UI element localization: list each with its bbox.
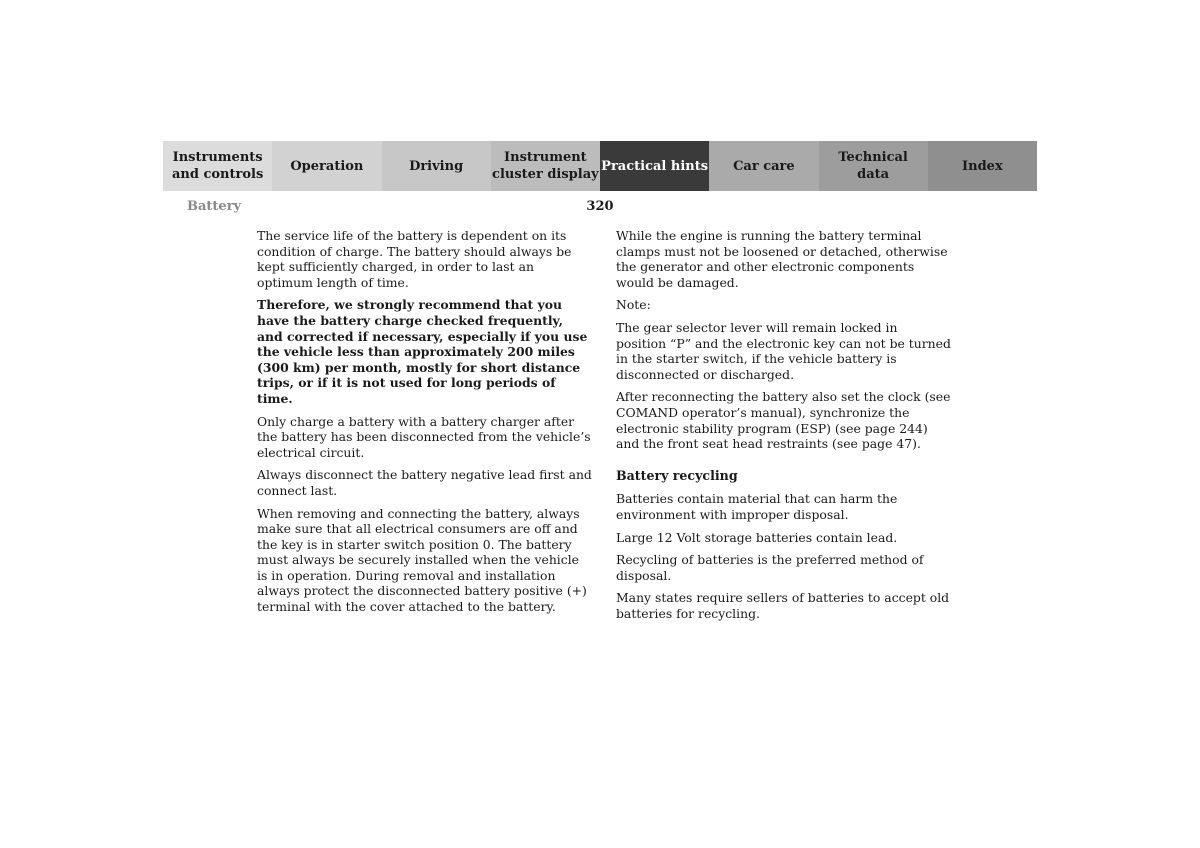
page-number: 320 bbox=[586, 199, 614, 214]
heading-battery-recycling: Battery recycling bbox=[616, 467, 738, 483]
paragraph-recycling-method: Recycling of batteries is the preferred method of disposal. bbox=[616, 552, 924, 583]
paragraph-disconnect-order: Always disconnect the battery negative lead first and connect last. bbox=[257, 467, 592, 498]
tab-car-care[interactable]: Car care bbox=[709, 141, 818, 191]
section-nav-bar bbox=[163, 141, 1037, 191]
note-label: Note: bbox=[616, 297, 651, 313]
left-column bbox=[257, 228, 592, 622]
tab-operation[interactable]: Operation bbox=[272, 141, 381, 191]
paragraph-after-reconnecting: After reconnecting the battery also set the clock (see COMAND operator’s manual), synchronize the electronic stability program (ESP) (see page 244) and the front seat head restraints (see page 47). bbox=[616, 389, 951, 452]
tab-instrument-cluster-display[interactable]: Instrument cluster display bbox=[491, 141, 600, 191]
paragraph-lead: Large 12 Volt storage batteries contain lead. bbox=[616, 529, 898, 545]
tab-technical-data[interactable]: Technical data bbox=[819, 141, 928, 191]
tab-practical-hints[interactable]: Practical hints bbox=[600, 141, 709, 191]
section-title: Battery bbox=[187, 199, 242, 214]
paragraph-recommendation: Therefore, we strongly recommend that you have the battery charge checked frequently, and corrected if necessary, especially if you use the vehicle less than approximately 200 miles (300 km) per month, mostly for short distance trips, or if it is not used for long periods of time. bbox=[257, 297, 588, 406]
tab-driving[interactable]: Driving bbox=[382, 141, 491, 191]
paragraph-harmful-material: Batteries contain material that can harm the environment with improper disposal. bbox=[616, 491, 898, 522]
paragraph-removal-installation: When removing and connecting the battery, always make sure that all electrical consumers are off and the key is in starter switch position 0. The battery must always be securely installed when the vehicle is in operation. During removal and installation always protect the disconnected battery positive (+) terminal with the cover attached to the battery. bbox=[257, 505, 587, 615]
tab-instruments-and-controls[interactable]: Instruments and controls bbox=[163, 141, 272, 191]
paragraph-gear-selector-note: The gear selector lever will remain locked in position “P” and the electronic key can not be turned in the starter switch, if the vehicle battery is disconnected or discharged. bbox=[616, 319, 951, 382]
paragraph-terminal-clamps: While the engine is running the battery terminal clamps must not be loosened or detached, otherwise the generator and other electronic components would be damaged. bbox=[616, 228, 948, 290]
paragraph-states-require: Many states require sellers of batteries to accept old batteries for recycling. bbox=[616, 590, 950, 621]
right-column bbox=[616, 228, 951, 628]
paragraph-charging: Only charge a battery with a battery charger after the battery has been disconnected from the vehicle’s electrical circuit. bbox=[257, 413, 591, 460]
tab-index[interactable]: Index bbox=[928, 141, 1037, 191]
paragraph-service-life: The service life of the battery is dependent on its condition of charge. The battery should always be kept sufficiently charged, in order to last an optimum length of time. bbox=[257, 228, 572, 290]
